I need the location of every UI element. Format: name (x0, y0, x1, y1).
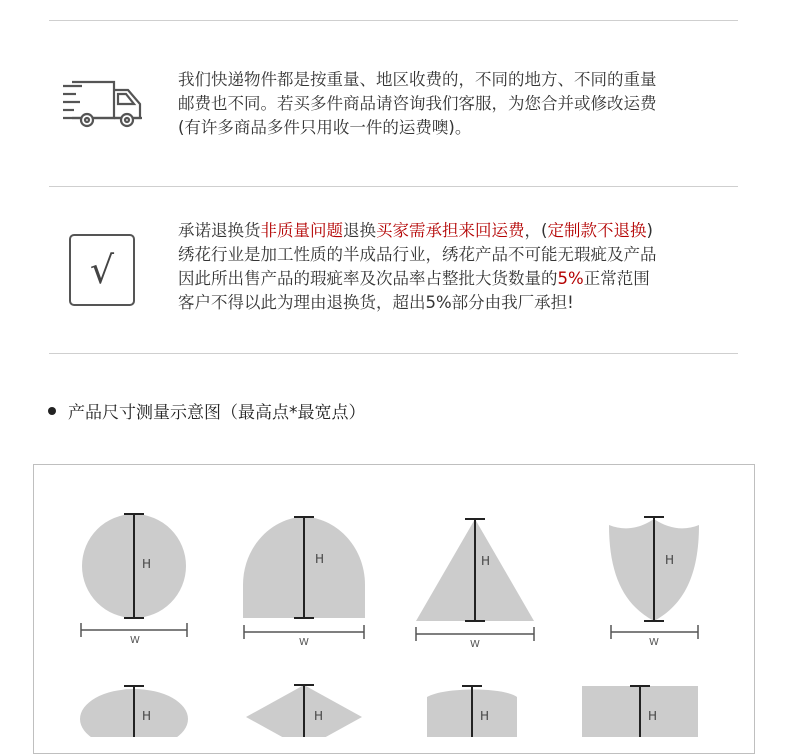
shape-circle (81, 514, 187, 646)
divider-bottom (49, 353, 738, 354)
returns-line-3: 因此所出售产品的瑕疵率及次品率占整批大货数量的5%正常范围 (178, 269, 650, 288)
highlight-text: 非质量问题 (260, 221, 343, 240)
divider-top (49, 20, 738, 21)
section-title (48, 398, 366, 423)
height-label: H (142, 709, 152, 723)
divider-middle (49, 186, 738, 187)
section-title-text: 产品尺寸测量示意图（最高点*最宽点） (68, 403, 366, 423)
highlight-text: 5% (557, 269, 584, 288)
shape-square (582, 686, 698, 737)
returns-line-4: 客户不得以此为理由退换货，超出5%部分由我厂承担! (178, 293, 574, 312)
checkmark-icon: √ (69, 234, 135, 306)
width-label: W (649, 637, 659, 648)
highlight-text: 定制款不退换 (547, 221, 647, 240)
shape-shield (609, 517, 699, 648)
shipping-text (178, 68, 738, 140)
measurement-diagram (33, 464, 755, 754)
returns-line-2: 绣花行业是加工性质的半成品行业，绣花产品不可能无瑕疵及产品 (178, 245, 657, 264)
shape-rounded-top (427, 686, 517, 737)
returns-text (178, 219, 738, 315)
shipping-line: 邮费也不同。若买多件商品请咨询我们客服，为您合并或修改运费 (178, 94, 657, 113)
height-label: H (648, 709, 658, 723)
highlight-text: 买家需承担来回运费 (376, 221, 525, 240)
height-label: H (481, 554, 491, 568)
measurement-diagram-svg (34, 465, 756, 737)
shipping-line: 我们快递物件都是按重量、地区收费的，不同的地方、不同的重量 (178, 70, 657, 89)
width-label: W (299, 637, 309, 648)
height-label: H (314, 709, 324, 723)
height-label: H (142, 557, 152, 571)
shape-ellipse (80, 686, 188, 737)
width-label: W (130, 635, 140, 646)
truck-icon (60, 76, 146, 132)
shape-triangle (416, 519, 534, 650)
height-label: H (480, 709, 490, 723)
shape-diamond (246, 685, 362, 737)
shipping-line: (有许多商品多件只用收一件的运费噢)。 (178, 118, 472, 137)
shape-arch (243, 517, 365, 648)
width-label: W (470, 639, 480, 650)
bullet-icon (48, 407, 56, 415)
height-label: H (315, 552, 325, 566)
returns-line-1: 承诺退换货非质量问题退换买家需承担来回运费，(定制款不退换) (178, 221, 653, 240)
height-label: H (665, 553, 675, 567)
